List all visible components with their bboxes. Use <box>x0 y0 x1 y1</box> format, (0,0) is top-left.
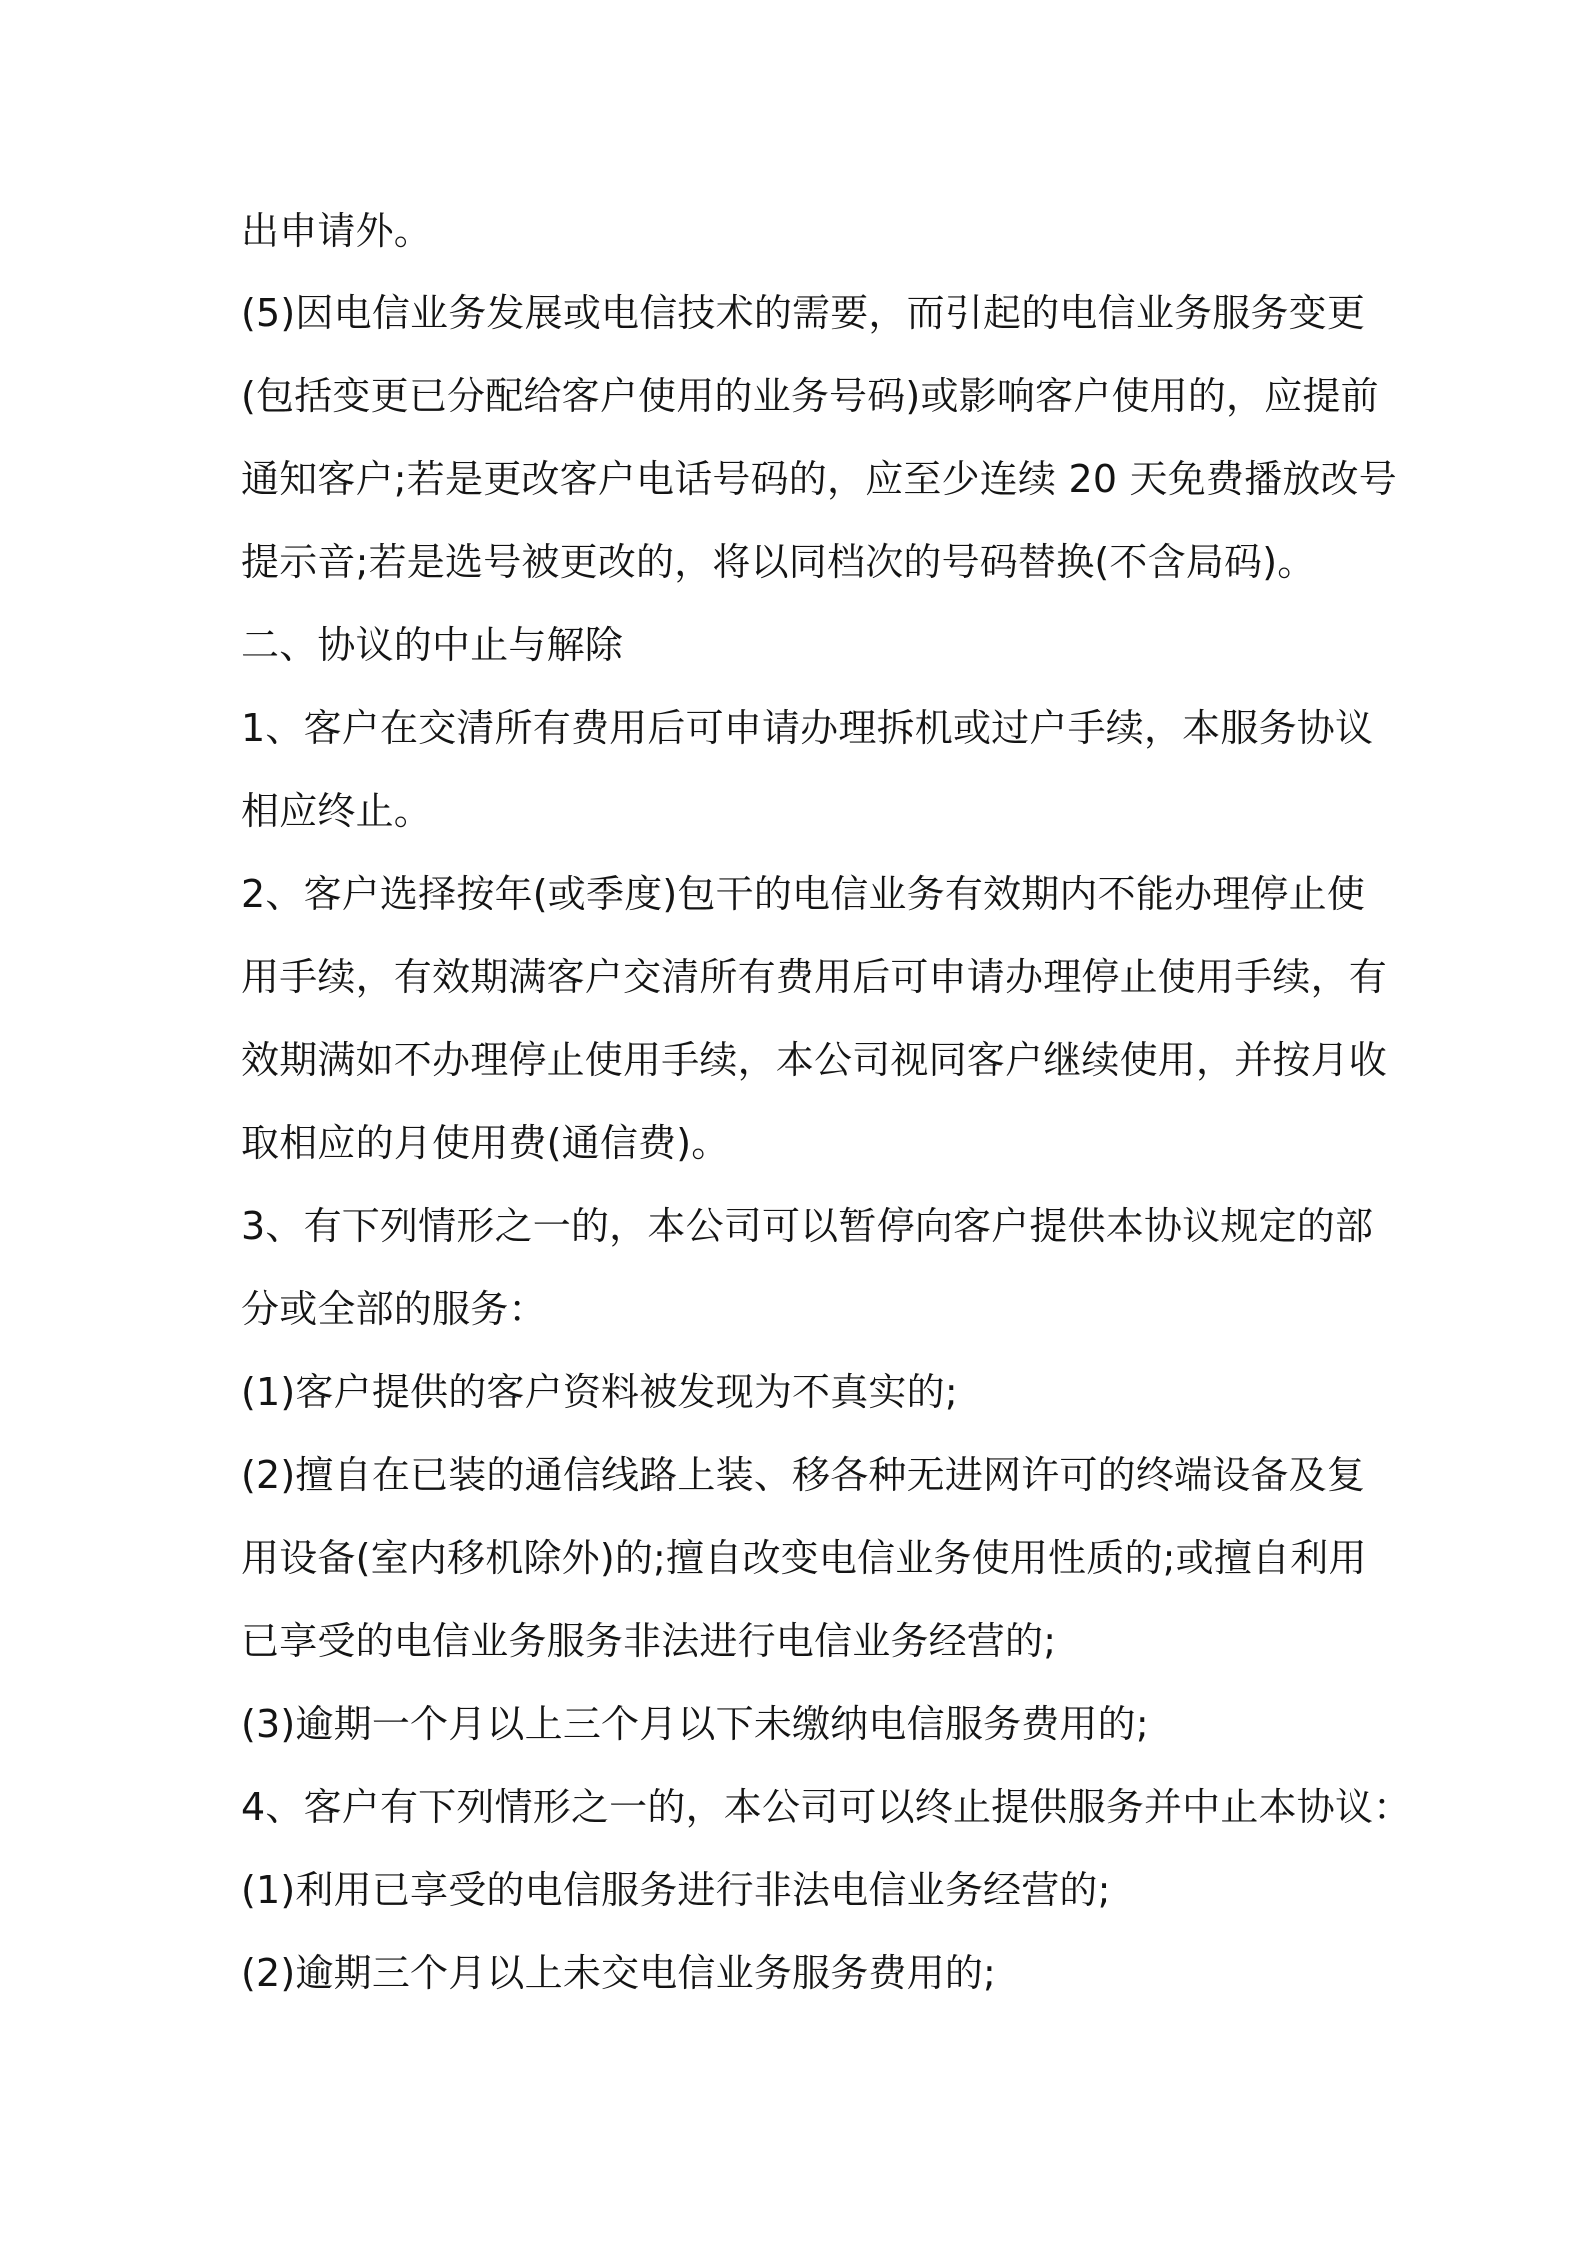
paragraph-line: 已享受的电信业务服务非法进行电信业务经营的; <box>241 1619 1057 1663</box>
paragraph-line: 出申请外。 <box>241 209 433 253</box>
paragraph-line: (2)逾期三个月以上未交电信业务服务费用的; <box>241 1951 997 1995</box>
paragraph-line: 1、客户在交清所有费用后可申请办理拆机或过户手续，本服务协议 <box>241 706 1374 750</box>
paragraph-line: 相应终止。 <box>241 789 433 833</box>
paragraph-line: 通知客户;若是更改客户电话号码的，应至少连续 20 天免费播放改号 <box>241 457 1397 501</box>
paragraph-line: 提示音;若是选号被更改的，将以同档次的号码替换(不含局码)。 <box>241 540 1316 584</box>
paragraph-line: 效期满如不办理停止使用手续，本公司视同客户继续使用，并按月收 <box>241 1038 1388 1082</box>
paragraph-line: 用设备(室内移机除外)的;擅自改变电信业务使用性质的;或擅自利用 <box>241 1536 1367 1580</box>
paragraph-line: 4、客户有下列情形之一的，本公司可以终止提供服务并中止本协议： <box>241 1785 1412 1829</box>
paragraph-line: 2、客户选择按年(或季度)包干的电信业务有效期内不能办理停止使 <box>241 872 1366 916</box>
paragraph-line: (3)逾期一个月以上三个月以下未缴纳电信服务费用的; <box>241 1702 1149 1746</box>
paragraph-line: (1)利用已享受的电信服务进行非法电信业务经营的; <box>241 1868 1111 1912</box>
section-heading: 二、协议的中止与解除 <box>241 623 624 667</box>
paragraph-line: (5)因电信业务发展或电信技术的需要，而引起的电信业务服务变更 <box>241 291 1366 335</box>
paragraph-line: 用手续，有效期满客户交清所有费用后可申请办理停止使用手续，有 <box>241 955 1388 999</box>
paragraph-line: 分或全部的服务： <box>241 1287 547 1331</box>
paragraph-line: (包括变更已分配给客户使用的业务号码)或影响客户使用的，应提前 <box>241 374 1379 418</box>
paragraph-line: 取相应的月使用费(通信费)。 <box>241 1121 730 1165</box>
paragraph-line: (2)擅自在已装的通信线路上装、移各种无进网许可的终端设备及复 <box>241 1453 1366 1497</box>
paragraph-line: 3、有下列情形之一的，本公司可以暂停向客户提供本协议规定的部 <box>241 1204 1374 1248</box>
paragraph-line: (1)客户提供的客户资料被发现为不真实的; <box>241 1370 958 1414</box>
